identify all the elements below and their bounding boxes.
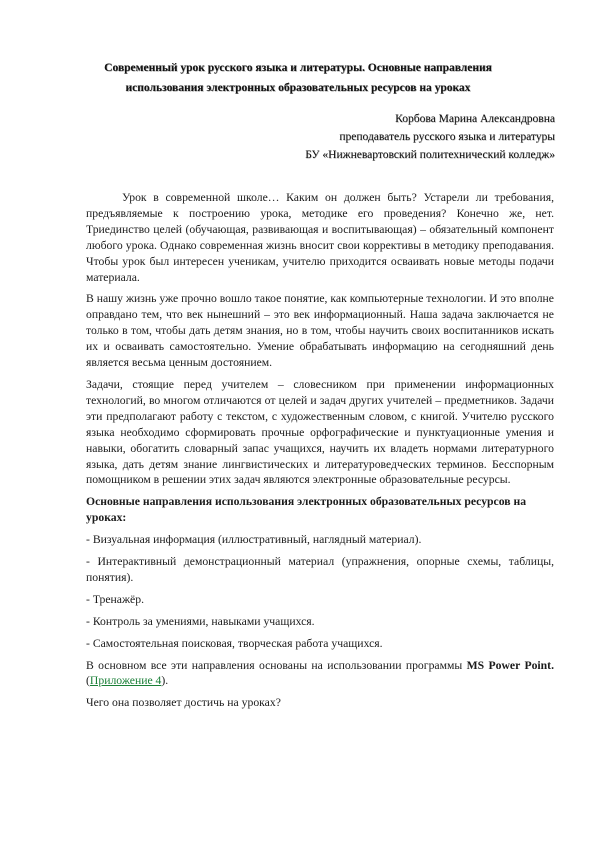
section-heading: Основные направления использования электронных образовательных ресурсов на уроках:	[86, 495, 527, 525]
list-item: - Интерактивный демонстрационный материал (упражнения, опорные схемы, таблицы, понятия).	[86, 555, 554, 584]
paragraph-text: В основном все эти направления основаны на использовании программы	[86, 658, 467, 672]
author-name: Корбова Марина Александровна	[395, 113, 555, 125]
title-line-2: использования электронных образовательных ресурсов на уроках	[125, 82, 471, 94]
list-item: - Самостоятельная поисковая, творческая работа учащихся.	[86, 636, 383, 650]
paragraph-ms-powerpoint	[86, 658, 554, 690]
author-organization: БУ «Нижневартовский политехнический колледж»	[305, 149, 555, 161]
author-block	[305, 110, 555, 164]
list-item: - Контроль за умениями, навыками учащихся.	[86, 614, 315, 628]
paragraph-technologies: В нашу жизнь уже прочно вошло такое понятие, как компьютерные технологии. И это вполне оправдано тем, что век нынешний – это век информационный. Наша задача заключается не только в том, чтобы дать детям знания, но в том, чтобы научить своих воспитанников искать их и осваивать самостоятельно. Умение обрабатывать информацию на сегодняшний день является весьма ценным достоянием.	[86, 292, 554, 370]
list-item: - Тренажёр.	[86, 592, 145, 606]
paragraph-tasks: Задачи, стоящие перед учителем – словесником при применении информационных технологий, во многом отличаются от целей и задач других учителей – предметников. Задачи эти предполагают работу с текстом, с художественным словом, с книгой. Учителю русского языка необходимо сформировать прочные орфографические и пунктуационные умения и навыки, обогатить словарный запас учащихся, научить их владеть нормами литературного языка, дать детям знание лингвистических и литературоведческих терминов. Бесспорным помощником в решении этих задач являются электронные образовательные ресурсы.	[86, 377, 554, 487]
appendix-link[interactable]: Приложение 4	[89, 674, 162, 688]
paragraph-intro: Урок в современной школе… Каким он должен быть? Устарели ли требования, предъявляемые к построению урока, методике его проведения? Конечно же, нет. Триединство целей (обучающая, развивающая и воспитывающая) – обязательный компонент любого урока. Однако современная жизнь вносит свои коррективы в методику преподавания. Чтобы урок был интересен ученикам, учителю приходится осваивать новые методы подачи материала.	[86, 191, 554, 284]
title-line-1: Современный урок русского языка и литературы. Основные направления	[104, 62, 492, 74]
list-item: - Визуальная информация (иллюстративный, наглядный материал).	[86, 533, 422, 547]
program-name: MS Power Point.	[466, 658, 554, 672]
document-body	[86, 190, 554, 717]
author-position: преподаватель русского языка и литературы	[339, 131, 555, 143]
document-title	[60, 58, 536, 98]
paragraph-text: ).	[161, 674, 169, 688]
paragraph-text: (	[86, 674, 90, 688]
paragraph-question: Чего она позволяет достичь на уроках?	[86, 696, 281, 710]
